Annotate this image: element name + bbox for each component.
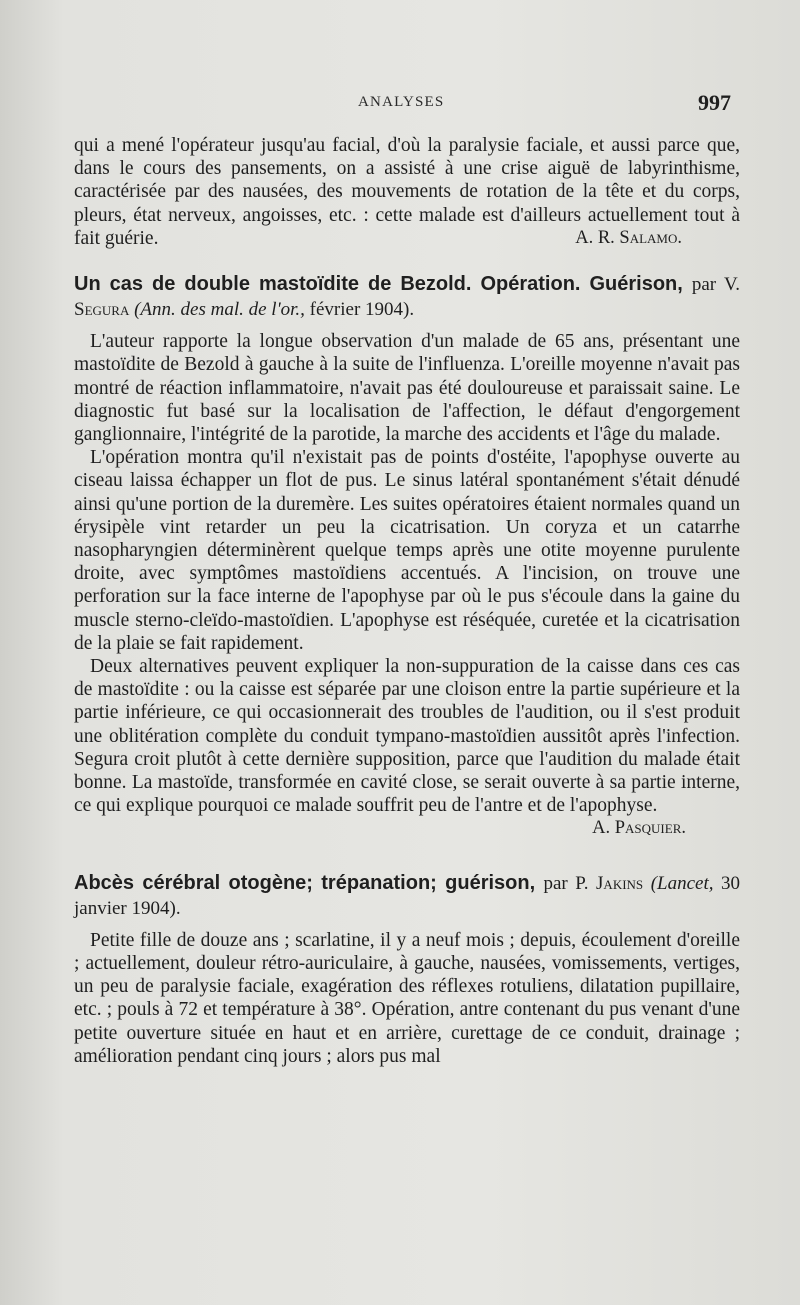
paragraph: L'opération montra qu'il n'existait pas de points d'ostéite, l'apophyse ouverte au ciseau laissa échapper un flot de pus. Le sinus latéral spontanément s'était dénudé ainsi qu'une portion de la duremère. Les suites opératoires étaient normales quand un érysipèle vint retarder un peu la cicatrisation. Un coryza et un catarrhe nasopharyngien déterminèrent quelque temps après une otite moyenne purulente droite, avec symptômes mastoïdiens accentués. A l'incision, on trouve une perforation sur la face interne de l'apophyse par où le pus s'écoule dans la gaine du muscle sterno-cleïdo-mastoïdien. L'apophyse est réséquée, curetée et la cicatrisation de la plaie se fait rapidement.	[74, 447, 740, 654]
page-body	[74, 134, 740, 1068]
page-header	[0, 90, 800, 124]
article-title: Un cas de double mastoïdite de Bezold. Opération. Guérison,	[74, 273, 683, 296]
source-journal: (Ann. des mal. de l'or.,	[134, 299, 305, 321]
paragraph: Deux alternatives peuvent expliquer la non-suppuration de la caisse dans ces cas de mastoïdite : ou la caisse est séparée par une cloison entre la partie supérieure et la partie inférieure, ce qui occasionnerait des troubles de l'audition, ou il s'est produit une oblitération complète du conduit tympano-mastoïdien aussitôt après l'infection. Segura croit plutôt à cette dernière supposition, parce que l'audition du malade était bonne. La mastoïde, transformée en cavité close, se serait ouverte à sa partie interne, ce qui explique pourquoi ce malade souffrit peu de l'antre et de l'apophyse.	[74, 656, 740, 817]
publication-date: 30 janvier 1904).	[74, 872, 741, 919]
publication-date: février 1904).	[309, 299, 415, 321]
article-heading	[74, 871, 740, 921]
author-name: Segura	[74, 299, 130, 321]
continuation-signature: A. R. Salamo.	[575, 228, 682, 249]
article-signature: A. Pasquier.	[592, 818, 686, 839]
paragraph: L'auteur rapporte la longue observation d'un malade de 65 ans, présentant une mastoïdite de Bezold à gauche à la suite de l'influenza. L'oreille moyenne n'avait pas montré de réaction inflammatoire, n'avait pas été douloureuse et paraissait saine. Le diagnostic fut basé sur la localisation de l'affection, le défaut d'engorgement ganglionnaire, l'intégrité de la parotide, la marche des accidents et l'âge du malade.	[74, 331, 740, 446]
continuation-paragraph: qui a mené l'opérateur jusqu'au facial, d'où la paralysie faciale, et aussi parce que, dans le cours des pansements, on a assisté à une crise aiguë de labyrinthisme, caractérisée par des nausées, des mouvements de rotation de la tête et du corps, pleurs, état nerveux, angoisses, etc. : cette malade est d'ailleurs actuellement tout à fait guérie.	[74, 135, 740, 249]
byline: par V. Segura (Ann. des mal. de l'or., février 1904).	[74, 274, 740, 321]
byline: par P. Jakins (Lancet, 30 janvier 1904).	[74, 872, 741, 919]
source-journal: (Lancet,	[650, 872, 714, 894]
paragraph: Petite fille de douze ans ; scarlatine, il y a neuf mois ; depuis, écoulement d'oreille ; actuellement, douleur rétro-auriculaire, à gauche, nausées, vomissements, vertiges, un peu de paralysie faciale, exagération des réflexes rotuliens, dilatation pupillaire, etc. ; pouls à 72 et température à 38°. Opération, antre contenant du pus venant d'une petite ouverture située en haut et en arrière, curettage de ce conduit, drainage ; amélioration pendant cinq jours ; alors pus mal	[74, 929, 740, 1067]
author-name: Jakins	[596, 872, 644, 894]
running-head: ANALYSES	[358, 94, 445, 110]
article-title: Abcès cérébral otogène; trépanation; guérison,	[74, 871, 536, 894]
article-abces	[74, 871, 740, 1068]
article-heading	[74, 272, 740, 322]
page-number: 997	[698, 90, 731, 115]
article-bezold	[74, 272, 740, 840]
